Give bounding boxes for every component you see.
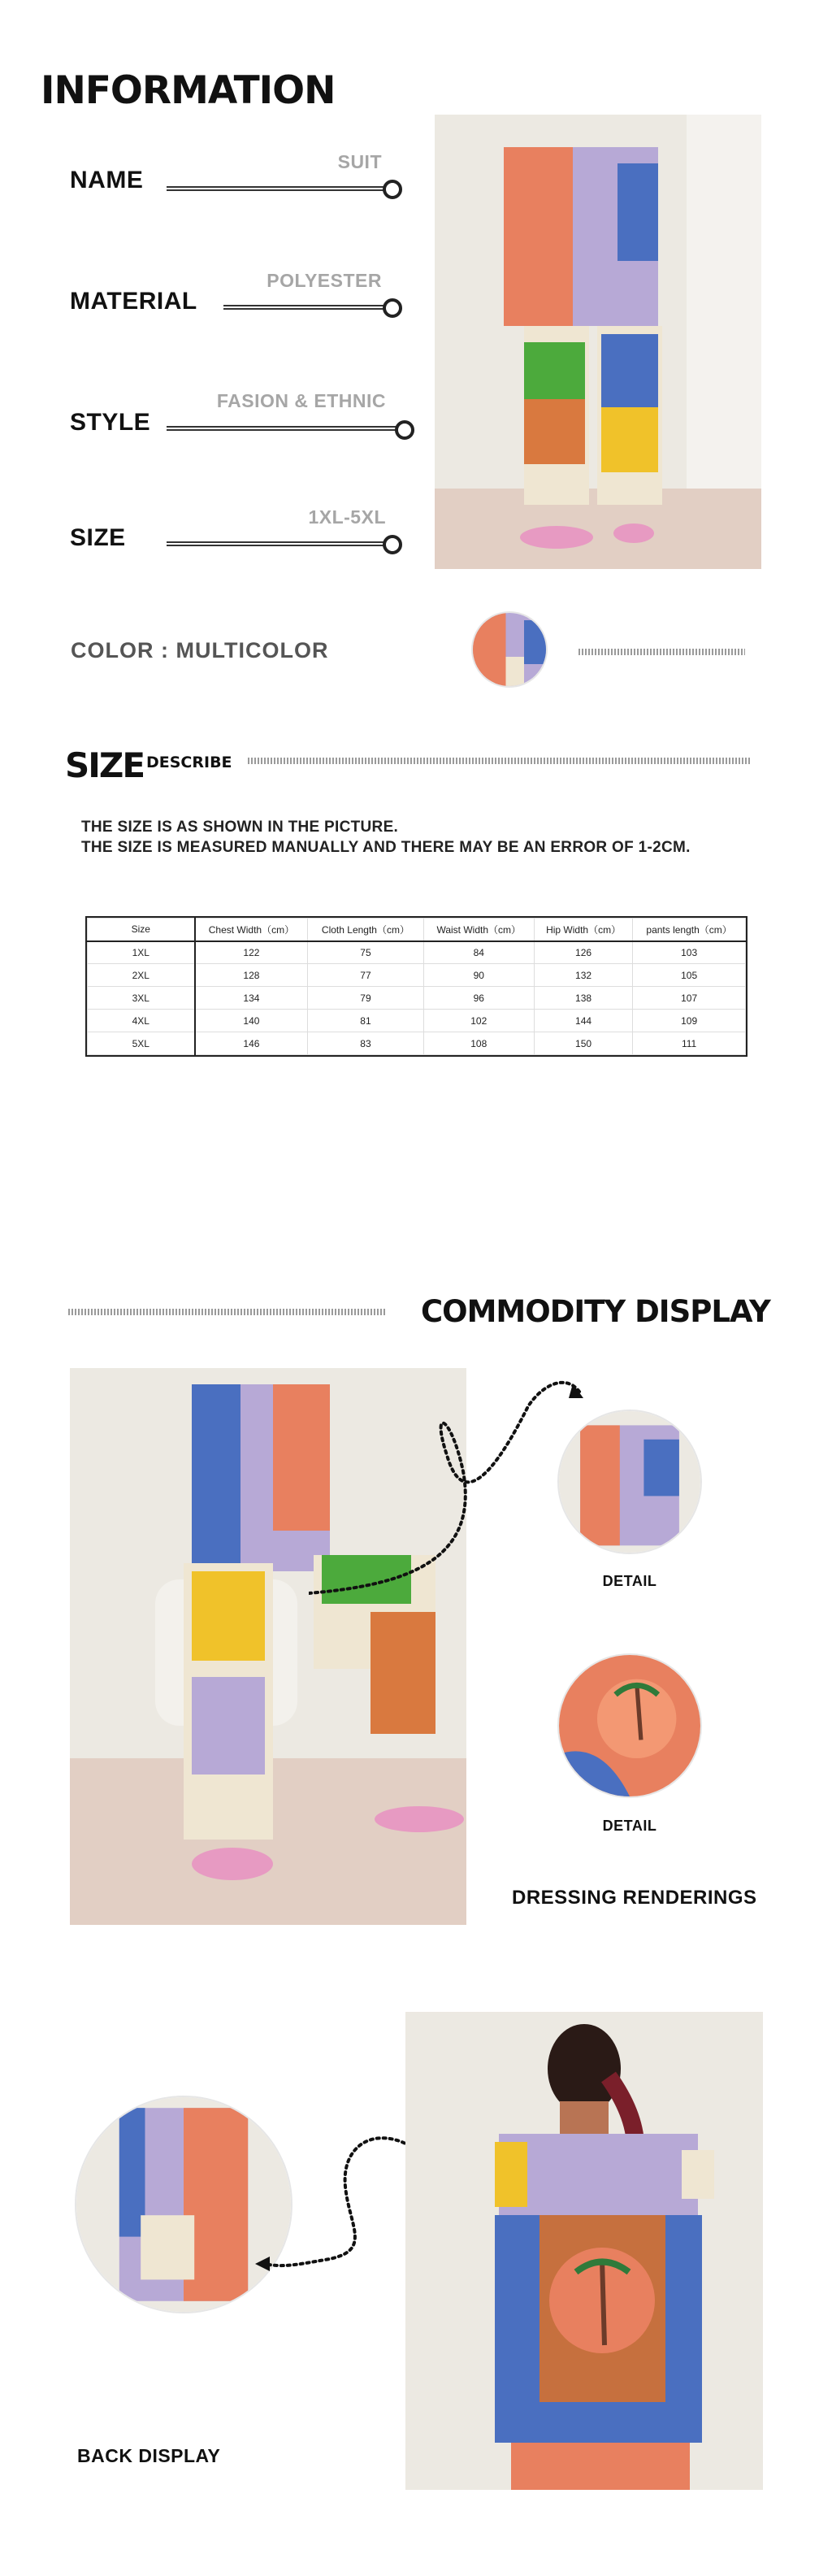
- info-knob-name: [383, 180, 402, 199]
- size-table-cell: 140: [195, 1010, 308, 1032]
- size-table-cell: 2XL: [88, 964, 195, 987]
- size-table-cell: 108: [423, 1032, 534, 1055]
- size-table-row: [88, 964, 746, 987]
- size-table-row: [88, 987, 746, 1010]
- info-label-material: MATERIAL: [70, 288, 197, 315]
- arrow-to-detail-1: [309, 1374, 585, 1601]
- size-table-cell: 90: [423, 964, 534, 987]
- size-table-cell: 4XL: [88, 1010, 195, 1032]
- info-knob-style: [395, 420, 414, 440]
- size-table-cell: 103: [633, 941, 746, 964]
- detail-circle-1: [557, 1410, 702, 1554]
- info-label-size: SIZE: [70, 524, 126, 551]
- product-photo-back: [405, 2012, 763, 2490]
- size-table-row: [88, 1010, 746, 1032]
- size-table-cell: 105: [633, 964, 746, 987]
- detail-circle-1-art: [559, 1411, 700, 1553]
- color-swatch-art: [473, 613, 546, 686]
- size-table-cell: 122: [195, 941, 308, 964]
- size-table-cell: 138: [534, 987, 632, 1010]
- color-hatch: [578, 649, 745, 655]
- size-table-header-cell: pants length（cm）: [633, 919, 746, 941]
- detail-circle-2-art: [559, 1655, 700, 1796]
- detail-caption-2: DETAIL: [602, 1818, 657, 1834]
- info-line-name: [167, 186, 386, 191]
- size-table-cell: 107: [633, 987, 746, 1010]
- size-table-header-cell: Waist Width（cm）: [423, 919, 534, 941]
- size-table-cell: 79: [308, 987, 423, 1010]
- size-table-cell: 134: [195, 987, 308, 1010]
- size-table-cell: 144: [534, 1010, 632, 1032]
- info-line-style: [167, 426, 398, 431]
- size-table-cell: 3XL: [88, 987, 195, 1010]
- size-subtitle: DESCRIBE: [146, 754, 232, 771]
- info-label-style: STYLE: [70, 409, 151, 436]
- size-table-header-cell: Chest Width（cm）: [195, 919, 308, 941]
- size-table-cell: 109: [633, 1010, 746, 1032]
- size-table-row: [88, 1032, 746, 1055]
- size-table-cell: 111: [633, 1032, 746, 1055]
- size-table-header: [88, 919, 746, 941]
- size-table-header-cell: Hip Width（cm）: [534, 919, 632, 941]
- size-table-cell: 1XL: [88, 941, 195, 964]
- product-photo-front-art: [435, 115, 761, 569]
- size-table-cell: 5XL: [88, 1032, 195, 1055]
- size-table-cell: 128: [195, 964, 308, 987]
- detail-circle-2: [557, 1653, 702, 1798]
- size-table-header-cell: Cloth Length（cm）: [308, 919, 423, 941]
- size-table-body: [88, 941, 746, 1055]
- info-line-material: [223, 305, 386, 310]
- size-table-cell: 77: [308, 964, 423, 987]
- size-table-header-cell: Size: [88, 919, 195, 941]
- size-hatch: [248, 758, 752, 764]
- detail-caption-1: DETAIL: [602, 1573, 657, 1589]
- size-table-cell: 84: [423, 941, 534, 964]
- back-display-caption: BACK DISPLAY: [77, 2445, 221, 2466]
- info-value-material: POLYESTER: [266, 270, 382, 291]
- color-swatch: [471, 611, 548, 688]
- info-line-size: [167, 541, 386, 546]
- size-table-cell: 146: [195, 1032, 308, 1055]
- size-title: SIZE: [65, 745, 145, 785]
- size-table-cell: 102: [423, 1010, 534, 1032]
- info-knob-material: [383, 298, 402, 318]
- info-knob-size: [383, 535, 402, 554]
- color-label: COLOR : MULTICOLOR: [71, 638, 329, 662]
- size-table: [85, 916, 748, 1057]
- size-table-row: [88, 941, 746, 964]
- commodity-title: COMMODITY DISPLAY: [421, 1294, 770, 1329]
- info-label-name: NAME: [70, 167, 144, 193]
- info-value-name: SUIT: [337, 151, 382, 172]
- information-title: INFORMATION: [41, 68, 336, 113]
- size-table-cell: 126: [534, 941, 632, 964]
- size-table-cell: 96: [423, 987, 534, 1010]
- dressing-renderings-caption: DRESSING RENDERINGS: [512, 1887, 757, 1909]
- arrow-to-back-detail: [252, 2130, 414, 2292]
- size-table-grid: [87, 918, 746, 1055]
- info-value-size: 1XL-5XL: [308, 506, 386, 528]
- info-value-style: FASION & ETHNIC: [216, 390, 386, 411]
- size-table-cell: 81: [308, 1010, 423, 1032]
- product-photo-back-art: [405, 2012, 763, 2490]
- size-table-cell: 132: [534, 964, 632, 987]
- size-table-cell: 75: [308, 941, 423, 964]
- product-photo-front: [435, 115, 761, 569]
- size-note-1: THE SIZE IS AS SHOWN IN THE PICTURE.: [81, 819, 399, 836]
- size-table-cell: 150: [534, 1032, 632, 1055]
- commodity-hatch: [68, 1309, 385, 1315]
- size-table-cell: 83: [308, 1032, 423, 1055]
- size-note-2: THE SIZE IS MEASURED MANUALLY AND THERE MAY BE AN ERROR OF 1-2CM.: [81, 839, 691, 856]
